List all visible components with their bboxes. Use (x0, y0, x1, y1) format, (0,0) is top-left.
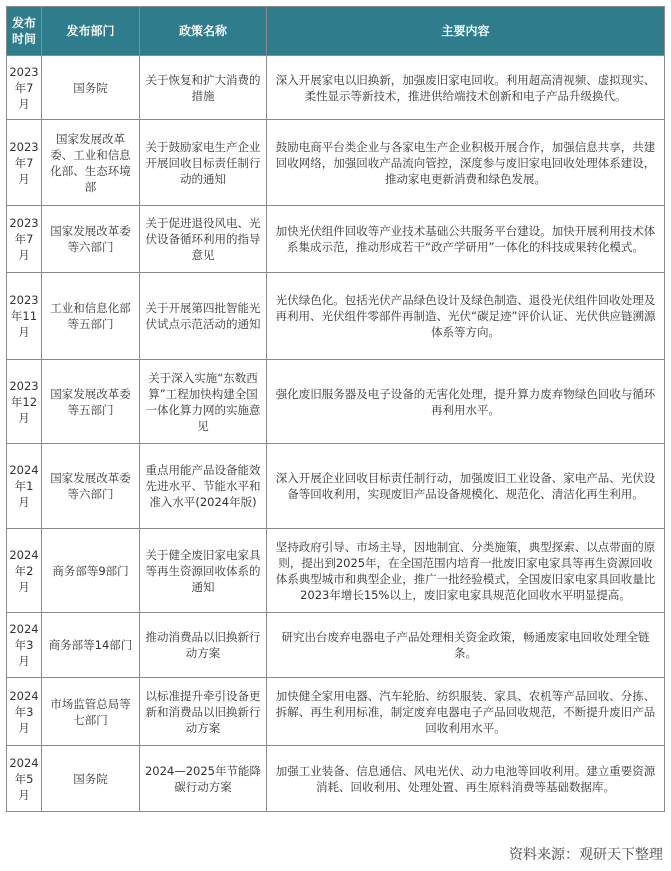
row-dept: 市场监管总局等七部门 (42, 678, 140, 746)
row-date: 2023年12月 (7, 360, 42, 444)
row-date: 2023年7月 (7, 206, 42, 273)
row-content: 深入开展家电以旧换新，加强废旧家电回收。利用超高清视频、虚拟现实、柔性显示等新技术，推进供给端技术创新和电子产品升级换代。 (267, 56, 665, 120)
row-content: 研究出台废弃电器电子产品处理相关资金政策，畅通废家电回收处理全链条。 (267, 613, 665, 678)
header-policy: 政策名称 (140, 7, 267, 56)
row-date: 2024年3月 (7, 613, 42, 678)
table-row (7, 613, 665, 678)
row-dept: 国家发展改革委等五部门 (42, 360, 140, 444)
row-policy: 关于恢复和扩大消费的措施 (140, 56, 267, 120)
row-policy: 推动消费品以旧换新行动方案 (140, 613, 267, 678)
row-content: 加快光伏组件回收等产业技术基础公共服务平台建设。加快开展利用技术体系集成示范，推动形成若干“政产学研用”一体化的科技成果转化模式。 (267, 206, 665, 273)
row-policy: 以标准提升牵引设备更新和消费品以旧换新行动方案 (140, 678, 267, 746)
row-date: 2023年7月 (7, 120, 42, 206)
table-row (7, 56, 665, 120)
row-date: 2024年1月 (7, 444, 42, 529)
source-note: 资料来源：观研天下整理 (509, 847, 663, 863)
row-content: 坚持政府引导、市场主导，因地制宜、分类施策，典型探索、以点带面的原则，提出到2025年，在全国范围内培育一批废旧家电家具等再生资源回收体系典型城市和典型企业，推广一批经验模式，全国废旧家电家具回收量比2023年增长15%以上，废旧家电家具规范化回收水平明显提高。 (267, 529, 665, 613)
table-row (7, 120, 665, 206)
policy-table (6, 6, 665, 812)
table-row (7, 678, 665, 746)
table-row (7, 746, 665, 812)
header-dept: 发布部门 (42, 7, 140, 56)
row-date: 2023年11月 (7, 273, 42, 360)
row-policy: 关于深入实施“东数西算”工程加快构建全国一体化算力网的实施意见 (140, 360, 267, 444)
table-row (7, 206, 665, 273)
row-content: 鼓励电商平台类企业与各家电生产企业积极开展合作，加强信息共享，共建回收网络，加强回收产品流向管控，深度参与废旧家电回收处理体系建设，推动家电更新消费和绿色发展。 (267, 120, 665, 206)
row-dept: 商务部等14部门 (42, 613, 140, 678)
row-dept: 商务部等9部门 (42, 529, 140, 613)
row-dept: 国家发展改革委等六部门 (42, 444, 140, 529)
table-header-row (7, 7, 665, 56)
row-dept: 国家发展改革委等六部门 (42, 206, 140, 273)
header-content: 主要内容 (267, 7, 665, 56)
row-date: 2024年5月 (7, 746, 42, 812)
table-row (7, 360, 665, 444)
row-date: 2024年3月 (7, 678, 42, 746)
row-content: 加强工业装备、信息通信、风电光伏、动力电池等回收利用。建立重要资源消耗、回收利用、处理处置、再生原料消费等基础数据库。 (267, 746, 665, 812)
row-content: 加快健全家用电器、汽车轮胎、纺织服装、家具、农机等产品回收、分拣、拆解、再生利用标准，制定废弃电器电子产品回收规范，不断提升废旧产品回收利用水平。 (267, 678, 665, 746)
row-policy: 关于开展第四批智能光伏试点示范活动的通知 (140, 273, 267, 360)
row-policy: 重点用能产品设备能效先进水平、节能水平和准入水平(2024年版) (140, 444, 267, 529)
row-policy: 关于促进退役风电、光伏设备循环利用的指导意见 (140, 206, 267, 273)
row-dept: 国务院 (42, 746, 140, 812)
row-policy: 关于健全废旧家电家具等再生资源回收体系的通知 (140, 529, 267, 613)
row-content: 光伏绿色化。包括光伏产品绿色设计及绿色制造、退役光伏组件回收处理及再利用、光伏组件零部件再制造、光伏“碳足迹”评价认证、光伏供应链溯源体系等方向。 (267, 273, 665, 360)
table-row (7, 444, 665, 529)
row-content: 深入开展企业回收目标责任制行动，加强废旧工业设备、家电产品、光伏设备等回收利用，实现废旧产品设备规模化、规范化、清洁化再生利用。 (267, 444, 665, 529)
row-policy: 关于鼓励家电生产企业开展回收目标责任制行动的通知 (140, 120, 267, 206)
header-date: 发布时间 (7, 7, 42, 56)
row-date: 2024年2月 (7, 529, 42, 613)
row-dept: 国务院 (42, 56, 140, 120)
table-row (7, 273, 665, 360)
row-dept: 工业和信息化部等五部门 (42, 273, 140, 360)
row-dept: 国家发展改革委、工业和信息化部、生态环境部 (42, 120, 140, 206)
row-date: 2023年7月 (7, 56, 42, 120)
row-policy: 2024—2025年节能降碳行动方案 (140, 746, 267, 812)
row-content: 强化废旧服务器及电子设备的无害化处理，提升算力废弃物绿色回收与循环再利用水平。 (267, 360, 665, 444)
table-row (7, 529, 665, 613)
